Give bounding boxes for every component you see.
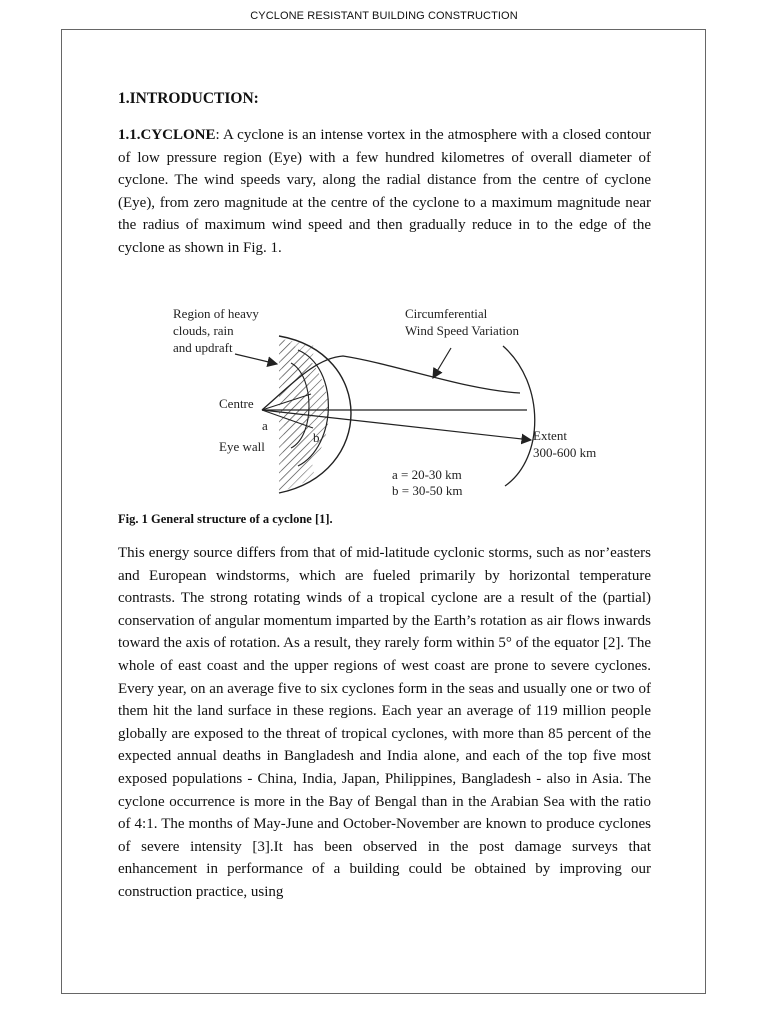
label-eye-wall: Eye wall — [219, 439, 265, 454]
cyclone-diagram — [165, 298, 605, 498]
label-b: b — [313, 430, 320, 445]
intro-text: : A cyclone is an intense vortex in the atmosphere with a closed contour of low pressure region (Eye) with a few hundred kilometres of overall diameter of cyclone. The wind speeds vary, along the radial distance from the centre of cyclone (Eye), from zero magnitude at the centre of the cyclone to a maximum magnitude near the radius of maximum wind speed and then gradually reduce in to the edge of the cyclone as shown in Fig. 1. — [118, 127, 651, 256]
label-a: a — [262, 418, 268, 433]
body-paragraph: This energy source differs from that of mid-latitude cyclonic storms, such as nor’easters and European windstorms, which are fueled primarily by horizontal temperature contrasts. The strong rotating winds of a tropical cyclone are a result of the (partial) conservation of angular momentum imparted by the Earth’s rotation as air flows inwards toward the axis of rotation. As a result, they rarely form within 5° of the equator [2]. The whole of east coast and the upper regions of west coast are prone to severe cyclones. Every year, on an average five to six cyclones form in the seas and usually one or two of them hit the land surface in these regions. Each year an average of 119 million people globally are exposed to the threat of tropical cyclones, with more than 85 percent of the expected annual deaths in Bangladesh and India alone, and each of the top five most exposed populations - China, India, Japan, Philippines, Bangladesh - also in Asia. The cyclone occurrence is more in the Bay of Bengal than in the Arabian Sea with the ratio of 4:1. The months of May-June and October-November are known to produce cyclones of severe intensity [3].It has been observed in the post damage surveys that enhancement in performance of a building could be obtained by improving our construction practice, using — [118, 545, 651, 900]
extent-arc — [503, 346, 535, 486]
cyclone-structure-figure — [165, 298, 605, 498]
label-wind-2: Wind Speed Variation — [405, 323, 520, 338]
label-extent-2: 300-600 km — [533, 445, 597, 460]
label-region-3: and updraft — [173, 340, 233, 355]
label-region-1: Region of heavy — [173, 306, 259, 321]
running-header: CYCLONE RESISTANT BUILDING CONSTRUCTION — [250, 10, 518, 22]
label-b-value: b = 30-50 km — [392, 483, 463, 498]
intro-paragraph — [118, 124, 651, 260]
label-wind-1: Circumferential — [405, 306, 488, 321]
subsection-label: 1.1.CYCLONE — [118, 127, 216, 143]
wind-pointer-arrow — [433, 348, 451, 378]
section-heading: 1.INTRODUCTION: — [118, 90, 259, 107]
label-a-value: a = 20-30 km — [392, 467, 462, 482]
figure-caption: Fig. 1 General structure of a cyclone [1]. — [118, 512, 333, 526]
label-region-2: clouds, rain — [173, 323, 234, 338]
label-extent-1: Extent — [533, 428, 567, 443]
region-pointer-arrow — [235, 354, 277, 364]
label-centre: Centre — [219, 396, 254, 411]
